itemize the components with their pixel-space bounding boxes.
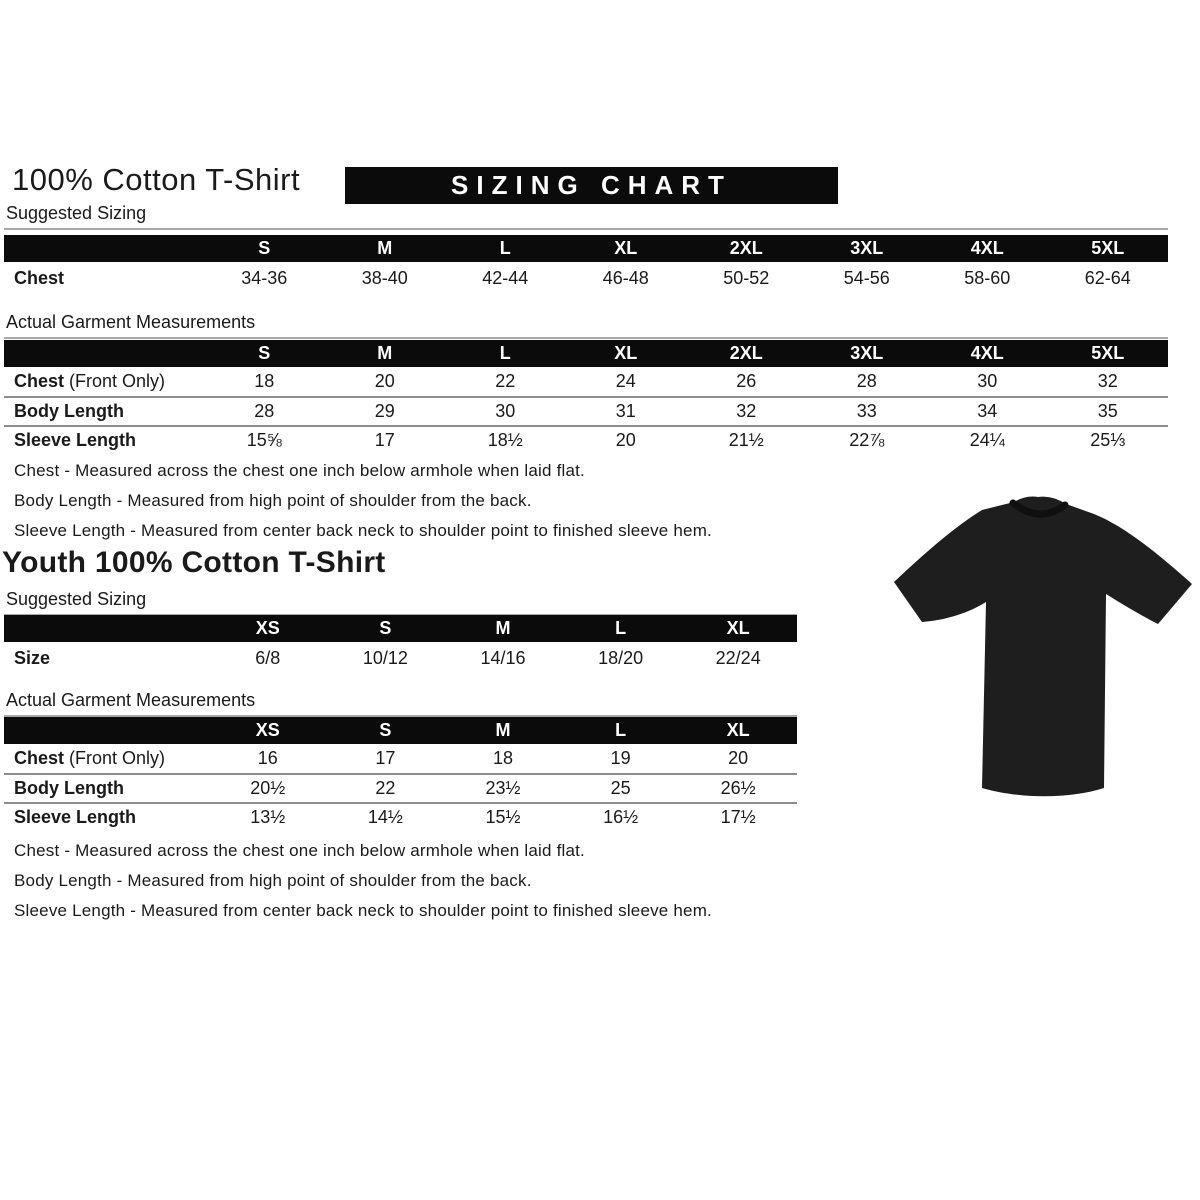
measurement-value: 26½ xyxy=(720,778,756,798)
measurement-value: 28 xyxy=(254,401,275,421)
measurement-value: 6/8 xyxy=(255,648,281,668)
size-column-header: XL xyxy=(614,238,638,258)
measurement-value: 42-44 xyxy=(482,268,529,288)
measurement-value: 10/12 xyxy=(362,648,408,668)
table-row xyxy=(4,642,797,675)
measurement-value: 22/24 xyxy=(715,648,761,668)
youth-garment-measurements-table xyxy=(4,717,797,831)
measurement-value: 34 xyxy=(977,401,998,421)
measurement-value: 14½ xyxy=(367,807,403,827)
row-label: Body Length xyxy=(14,778,124,798)
measurement-value: 26 xyxy=(736,371,757,391)
measurement-value: 17 xyxy=(374,430,395,450)
size-column-header: XL xyxy=(726,618,750,638)
row-label: Sleeve Length xyxy=(14,430,137,450)
size-column-header: XL xyxy=(614,343,638,363)
note-body-length: Body Length - Measured from high point of shoulder from the back. xyxy=(14,491,532,510)
table-row xyxy=(4,262,1168,295)
size-column-header: 4XL xyxy=(970,238,1004,258)
measurement-value: 31 xyxy=(615,401,636,421)
sizing-chart-banner: SIZING CHART xyxy=(345,167,838,204)
black-tshirt-image xyxy=(886,488,1198,806)
table-row xyxy=(4,367,1168,396)
size-column-header: 4XL xyxy=(970,343,1004,363)
size-column-header: XL xyxy=(726,720,750,740)
measurement-value: 25⅓ xyxy=(1090,430,1126,450)
table-header-row xyxy=(4,717,797,744)
measurement-value: 18 xyxy=(254,371,275,391)
size-column-header: L xyxy=(615,720,627,740)
note-sleeve-length: Sleeve Length - Measured from center back neck to shoulder point to finished sleeve hem. xyxy=(14,521,712,540)
measurement-value: 32 xyxy=(736,401,757,421)
note-sleeve-length: Sleeve Length - Measured from center back neck to shoulder point to finished sleeve hem. xyxy=(14,901,712,920)
size-column-header: M xyxy=(377,343,393,363)
measurement-value: 14/16 xyxy=(480,648,526,668)
measurement-value: 50-52 xyxy=(723,268,770,288)
size-column-header: S xyxy=(379,720,392,740)
row-label: Chest xyxy=(14,268,65,288)
row-label: Chest (Front Only) xyxy=(14,371,166,391)
measurement-value: 25 xyxy=(610,778,631,798)
size-column-header: 2XL xyxy=(729,343,763,363)
table-row xyxy=(4,773,797,802)
measurement-value: 20 xyxy=(374,371,395,391)
measurement-value: 20 xyxy=(615,430,636,450)
size-column-header: L xyxy=(499,238,511,258)
row-label: Sleeve Length xyxy=(14,807,137,827)
measurement-value: 20 xyxy=(728,748,749,768)
adult-suggested-sizing-table xyxy=(4,235,1168,295)
measurement-value: 58-60 xyxy=(964,268,1011,288)
measurement-value: 24¼ xyxy=(969,430,1005,450)
size-column-header: 3XL xyxy=(850,238,884,258)
table-row xyxy=(4,802,797,831)
size-column-header: XS xyxy=(255,720,280,740)
size-column-header: S xyxy=(258,238,271,258)
table-header-row xyxy=(4,340,1168,367)
measurement-value: 16½ xyxy=(603,807,639,827)
measurement-value: 34-36 xyxy=(241,268,288,288)
adult-garment-measurements-label: Actual Garment Measurements xyxy=(4,312,1168,339)
measurement-value: 16 xyxy=(257,748,278,768)
youth-suggested-sizing-label: Suggested Sizing xyxy=(4,589,797,616)
measurement-value: 13½ xyxy=(250,807,286,827)
size-column-header: M xyxy=(495,720,511,740)
adult-measurement-notes xyxy=(14,461,712,551)
measurement-value: 62-64 xyxy=(1084,268,1131,288)
page-title: 100% Cotton T-Shirt xyxy=(12,162,301,197)
adult-garment-measurements-table xyxy=(4,340,1168,454)
adult-suggested-sizing-label: Suggested Sizing xyxy=(4,203,1168,230)
size-column-header: L xyxy=(499,343,511,363)
youth-section-title: Youth 100% Cotton T-Shirt xyxy=(2,546,386,579)
measurement-value: 24 xyxy=(615,371,636,391)
measurement-value: 23½ xyxy=(485,778,521,798)
youth-garment-measurements-label: Actual Garment Measurements xyxy=(4,690,797,717)
measurement-value: 28 xyxy=(856,371,877,391)
measurement-value: 15½ xyxy=(485,807,521,827)
table-row xyxy=(4,744,797,773)
row-label: Body Length xyxy=(14,401,124,421)
size-column-header: 2XL xyxy=(729,238,763,258)
size-column-header: M xyxy=(377,238,393,258)
measurement-value: 29 xyxy=(374,401,395,421)
table-header-row xyxy=(4,235,1168,262)
measurement-value: 17½ xyxy=(720,807,756,827)
measurement-value: 15⅝ xyxy=(246,430,282,450)
table-row xyxy=(4,396,1168,425)
measurement-value: 30 xyxy=(977,371,998,391)
measurement-value: 46-48 xyxy=(602,268,649,288)
measurement-value: 17 xyxy=(375,748,396,768)
measurement-value: 22⅞ xyxy=(849,430,885,450)
table-row xyxy=(4,425,1168,454)
measurement-value: 18 xyxy=(492,748,513,768)
measurement-value: 19 xyxy=(610,748,631,768)
note-chest: Chest - Measured across the chest one inch below armhole when laid flat. xyxy=(14,461,585,480)
measurement-value: 33 xyxy=(856,401,877,421)
note-chest: Chest - Measured across the chest one inch below armhole when laid flat. xyxy=(14,841,585,860)
measurement-value: 21½ xyxy=(728,430,764,450)
measurement-value: 35 xyxy=(1097,401,1118,421)
size-column-header: S xyxy=(379,618,392,638)
size-column-header: XS xyxy=(255,618,280,638)
youth-measurement-notes xyxy=(14,841,712,931)
size-column-header: M xyxy=(495,618,511,638)
measurement-value: 38-40 xyxy=(361,268,408,288)
measurement-value: 18½ xyxy=(487,430,523,450)
note-body-length: Body Length - Measured from high point of shoulder from the back. xyxy=(14,871,532,890)
tshirt-body-shape xyxy=(894,497,1192,797)
size-column-header: 3XL xyxy=(850,343,884,363)
measurement-value: 54-56 xyxy=(843,268,890,288)
measurement-value: 22 xyxy=(495,371,516,391)
measurement-value: 32 xyxy=(1097,371,1118,391)
youth-suggested-sizing-table xyxy=(4,615,797,675)
table-header-row xyxy=(4,615,797,642)
size-column-header: S xyxy=(258,343,271,363)
measurement-value: 22 xyxy=(375,778,396,798)
size-column-header: L xyxy=(615,618,627,638)
row-label: Size xyxy=(14,648,51,668)
measurement-value: 18/20 xyxy=(598,648,644,668)
size-column-header: 5XL xyxy=(1091,238,1125,258)
row-label: Chest (Front Only) xyxy=(14,748,166,768)
measurement-value: 30 xyxy=(495,401,516,421)
measurement-value: 20½ xyxy=(250,778,286,798)
size-column-header: 5XL xyxy=(1091,343,1125,363)
